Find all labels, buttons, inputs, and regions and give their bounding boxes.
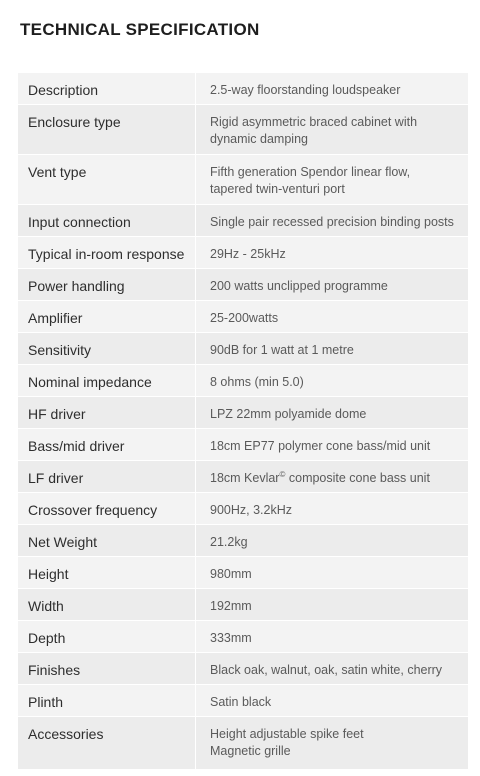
spec-value: Fifth generation Spendor linear flow, tapered twin-venturi port bbox=[210, 165, 411, 196]
spec-row-height bbox=[18, 557, 468, 589]
spec-value bbox=[196, 461, 468, 487]
spec-row-hf-driver bbox=[18, 397, 468, 429]
spec-label: HF driver bbox=[18, 397, 196, 428]
spec-value: Satin black bbox=[210, 695, 272, 709]
spec-value: 900Hz, 3.2kHz bbox=[210, 503, 292, 517]
spec-row-input-connection bbox=[18, 205, 468, 237]
spec-value: 18cm EP77 polymer cone bass/mid unit bbox=[210, 439, 431, 453]
spec-label: Amplifier bbox=[18, 301, 196, 332]
spec-label: Input connection bbox=[18, 205, 196, 236]
copyright-mark: © bbox=[279, 469, 286, 479]
spec-label: Vent type bbox=[18, 155, 196, 204]
spec-label: LF driver bbox=[18, 461, 196, 492]
spec-row-bass-mid-driver bbox=[18, 429, 468, 461]
spec-row-net-weight bbox=[18, 525, 468, 557]
spec-row-width bbox=[18, 589, 468, 621]
spec-label: Finishes bbox=[18, 653, 196, 684]
spec-row-accessories bbox=[18, 717, 468, 770]
lf-driver-value-rest: composite cone bass unit bbox=[285, 471, 430, 485]
spec-value: 192mm bbox=[210, 599, 252, 613]
spec-row-finishes bbox=[18, 653, 468, 685]
spec-label: Nominal impedance bbox=[18, 365, 196, 396]
spec-row-sensitivity bbox=[18, 333, 468, 365]
spec-value: 29Hz - 25kHz bbox=[210, 247, 286, 261]
lf-driver-value-main: 18cm Kevlar bbox=[210, 471, 280, 485]
spec-value: 8 ohms (min 5.0) bbox=[210, 375, 304, 389]
spec-row-power-handling bbox=[18, 269, 468, 301]
spec-value: Single pair recessed precision binding posts bbox=[210, 215, 454, 229]
spec-label: Accessories bbox=[18, 717, 196, 769]
spec-value: 90dB for 1 watt at 1 metre bbox=[210, 343, 354, 357]
spec-label: Width bbox=[18, 589, 196, 620]
spec-label: Depth bbox=[18, 621, 196, 652]
spec-label: Typical in-room response bbox=[18, 237, 196, 268]
spec-row-crossover-frequency bbox=[18, 493, 468, 525]
spec-label: Bass/mid driver bbox=[18, 429, 196, 460]
spec-row-enclosure-type bbox=[18, 105, 468, 155]
spec-value: 333mm bbox=[210, 631, 252, 645]
spec-label: Height bbox=[18, 557, 196, 588]
spec-value: Black oak, walnut, oak, satin white, cherry bbox=[210, 663, 443, 677]
spec-value: Rigid asymmetric braced cabinet with dynamic damping bbox=[210, 115, 418, 146]
spec-value: 25-200watts bbox=[210, 311, 279, 325]
spec-label: Description bbox=[18, 73, 196, 104]
spec-label: Net Weight bbox=[18, 525, 196, 556]
spec-label: Plinth bbox=[18, 685, 196, 716]
spec-value: 980mm bbox=[210, 567, 252, 581]
spec-row-vent-type bbox=[18, 155, 468, 205]
spec-row-lf-driver bbox=[18, 461, 468, 493]
spec-label: Sensitivity bbox=[18, 333, 196, 364]
spec-label: Crossover frequency bbox=[18, 493, 196, 524]
spec-value: Height adjustable spike feet Magnetic grille bbox=[210, 727, 364, 758]
spec-label: Power handling bbox=[18, 269, 196, 300]
page-title: TECHNICAL SPECIFICATION bbox=[20, 20, 260, 39]
spec-value: 200 watts unclipped programme bbox=[210, 279, 388, 293]
spec-row-amplifier bbox=[18, 301, 468, 333]
spec-label: Enclosure type bbox=[18, 105, 196, 154]
spec-row-nominal-impedance bbox=[18, 365, 468, 397]
spec-value: LPZ 22mm polyamide dome bbox=[210, 407, 367, 421]
spec-value: 2.5-way floorstanding loudspeaker bbox=[210, 83, 401, 97]
spec-row-plinth bbox=[18, 685, 468, 717]
spec-row-description bbox=[18, 73, 468, 105]
spec-value: 21.2kg bbox=[210, 535, 248, 549]
spec-row-depth bbox=[18, 621, 468, 653]
spec-row-in-room-response bbox=[18, 237, 468, 269]
spec-table bbox=[18, 73, 468, 770]
